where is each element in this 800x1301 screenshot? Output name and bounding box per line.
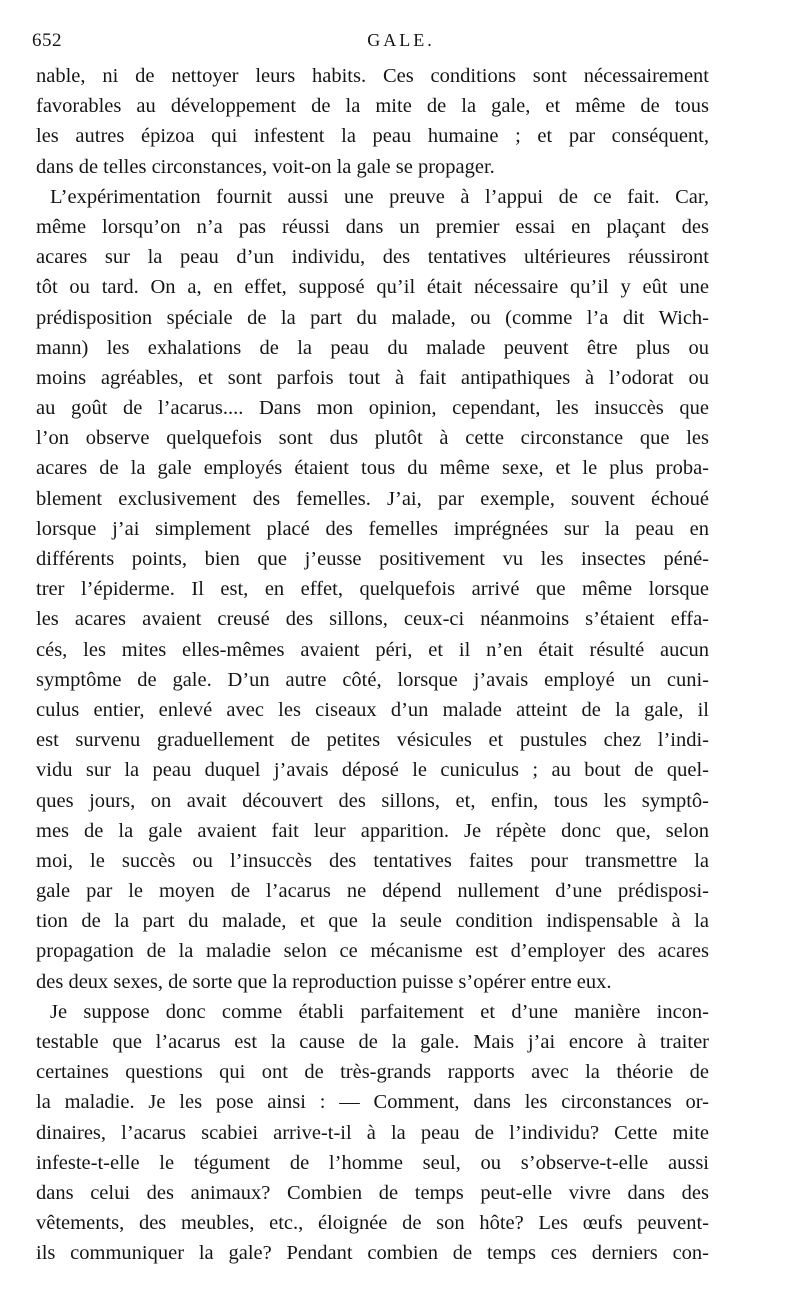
body-text xyxy=(36,61,709,1269)
text-line: dinaires, l’acarus scabiei arrive-t-il à la peau de l’individu? Cette mite xyxy=(36,1121,709,1144)
text-line: cés, les mites elles-mêmes avaient péri, et il n’en était résulté aucun xyxy=(36,638,709,661)
page-header xyxy=(32,30,770,60)
text-line: est survenu graduellement de petites vésicules et pustules chez l’indi- xyxy=(36,729,709,752)
text-line: gale par le moyen de l’acarus ne dépend nullement d’une prédisposi- xyxy=(36,880,709,903)
text-line: nable, ni de nettoyer leurs habits. Ces conditions sont nécessairement xyxy=(36,65,709,87)
text-line: Je suppose donc comme établi parfaitement et d’une manière incon- xyxy=(50,1000,709,1023)
text-line: symptôme de gale. D’un autre côté, lorsque j’avais employé un cuni- xyxy=(36,668,709,691)
text-line: ques jours, on avait découvert des sillons, et, enfin, tous les symptô- xyxy=(36,789,709,812)
text-line: testable que l’acarus est la cause de la gale. Mais j’ai encore à traiter xyxy=(36,1031,709,1053)
text-line: L’expérimentation fournit aussi une preuve à l’appui de ce fait. Car, xyxy=(50,185,709,208)
text-line: même lorsqu’on n’a pas réussi dans un premier essai en plaçant des xyxy=(36,215,709,238)
text-line: mann) les exhalations de la peau du malade peuvent être plus ou xyxy=(36,336,709,359)
text-line: au goût de l’acarus.... Dans mon opinion, cependant, les insuccès que xyxy=(36,397,709,420)
text-line: tion de la part du malade, et que la seule condition indispensable à la xyxy=(36,910,709,933)
text-line: certaines questions qui ont de très-grands rapports avec la théorie de xyxy=(36,1061,709,1084)
text-line: trer l’épiderme. Il est, en effet, quelquefois arrivé que même lorsque xyxy=(36,578,709,601)
text-line: tôt ou tard. On a, en effet, supposé qu’il était nécessaire qu’il y eût une xyxy=(36,276,709,299)
text-line: vêtements, des meubles, etc., éloignée de son hôte? Les œufs peuvent- xyxy=(36,1212,709,1235)
text-line: prédisposition spéciale de la part du malade, ou (comme l’a dit Wich- xyxy=(36,306,709,329)
page-number: 652 xyxy=(32,30,62,51)
text-line: infeste-t-elle le tégument de l’homme seul, ou s’observe-t-elle aussi xyxy=(36,1151,709,1174)
text-line: les acares avaient creusé des sillons, ceux-ci néanmoins s’étaient effa- xyxy=(36,608,709,631)
text-line: vidu sur la peau duquel j’avais déposé le cuniculus ; au bout de quel- xyxy=(36,759,709,782)
text-line: lorsque j’ai simplement placé des femelles imprégnées sur la peau en xyxy=(36,517,709,540)
text-line: propagation de la maladie selon ce mécanisme est d’employer des acares xyxy=(36,940,709,963)
running-title: GALE. xyxy=(367,30,435,50)
text-line: la maladie. Je les pose ainsi : — Comment, dans les circonstances or- xyxy=(36,1091,709,1114)
text-line: dans celui des animaux? Combien de temps peut-elle vivre dans des xyxy=(36,1181,709,1204)
text-line: ils communiquer la gale? Pendant combien de temps ces derniers con- xyxy=(36,1242,709,1265)
text-line: acares de la gale employés étaient tous du même sexe, et le plus proba- xyxy=(36,457,709,480)
text-line: culus entier, enlevé avec les ciseaux d’un malade atteint de la gale, il xyxy=(36,698,709,721)
text-line: favorables au développement de la mite de la gale, et même de tous xyxy=(36,95,709,118)
text-line: des deux sexes, de sorte que la reproduction puisse s’opérer entre eux. xyxy=(36,970,612,993)
text-line: dans de telles circonstances, voit-on la gale se propager. xyxy=(36,155,495,178)
text-line: mes de la gale avaient fait leur apparition. Je répète donc que, selon xyxy=(36,819,709,842)
text-line: blement exclusivement des femelles. J’ai, par exemple, souvent échoué xyxy=(36,487,709,510)
text-line: moi, le succès ou l’insuccès des tentatives faites pour transmettre la xyxy=(36,849,709,872)
text-line: différents points, bien que j’eusse positivement vu les insectes péné- xyxy=(36,548,709,570)
text-line: les autres épizoa qui infestent la peau humaine ; et par conséquent, xyxy=(36,125,709,148)
text-line: acares sur la peau d’un individu, des tentatives ultérieures réussiront xyxy=(36,246,709,269)
text-line: moins agréables, et sont parfois tout à fait antipathiques à l’odorat ou xyxy=(36,366,709,389)
text-line: l’on observe quelquefois sont dus plutôt à cette circonstance que les xyxy=(36,427,709,450)
